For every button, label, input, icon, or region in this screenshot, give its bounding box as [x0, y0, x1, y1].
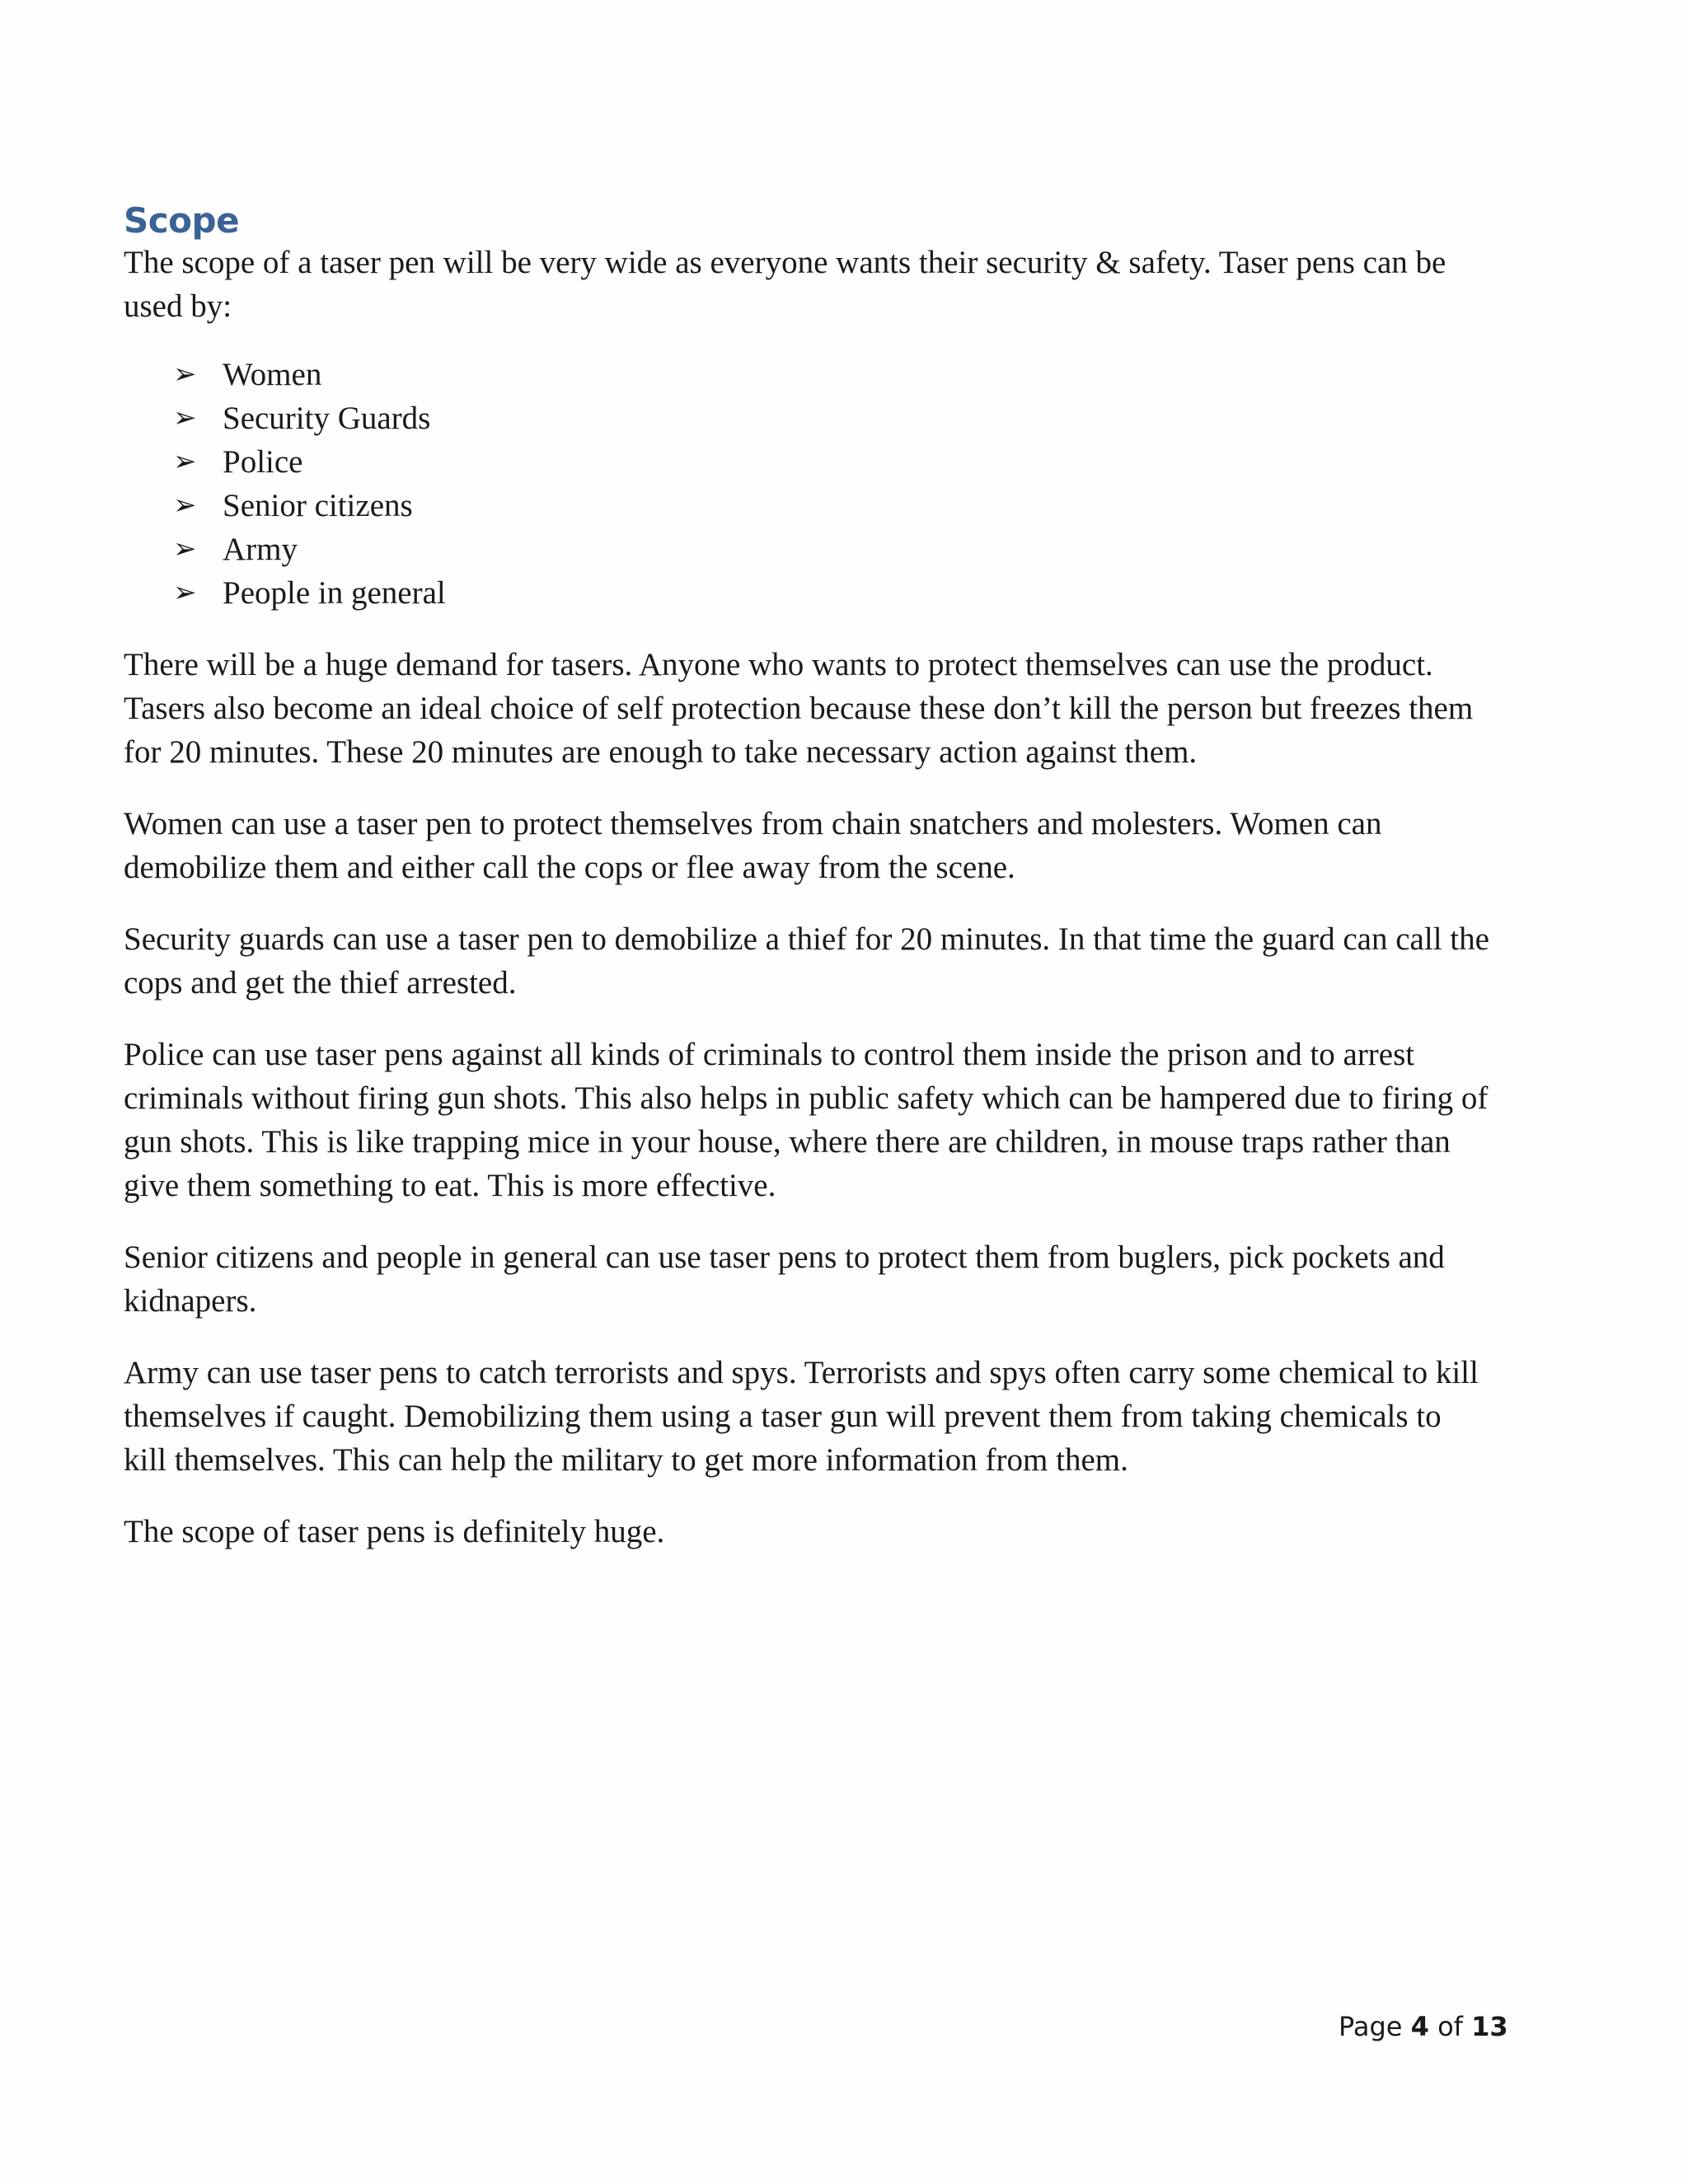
page-total: 13: [1471, 2011, 1508, 2042]
arrowhead-bullet-icon: ➢: [173, 445, 197, 478]
page-number: 4: [1410, 2011, 1429, 2042]
list-item-label: Security Guards: [223, 401, 431, 436]
arrowhead-bullet-icon: ➢: [173, 489, 197, 522]
arrowhead-bullet-icon: ➢: [173, 401, 197, 434]
army-paragraph: Army can use taser pens to catch terrorists and spys. Terrorists and spys often carry some chemical to kill themselves if caught. Demobilizing them using a taser gun will prevent them from taking chemicals to kill themselves. This can help the military to get more information from them.: [124, 1355, 1479, 1478]
arrowhead-bullet-icon: ➢: [173, 532, 197, 565]
list-item-label: People in general: [223, 575, 446, 611]
list-item: [173, 353, 1492, 396]
police-paragraph: Police can use taser pens against all kinds of criminals to control them inside the prison and to arrest criminals without firing gun shots. This also helps in public safety which can be hampered due to firing of gun shots. This is like trapping mice in your house, where there are children, in mouse traps rather than give them something to eat. This is more effective.: [124, 1037, 1489, 1203]
list-item: [173, 571, 1492, 615]
document-page: [124, 198, 1492, 1582]
women-paragraph: Women can use a taser pen to protect themselves from chain snatchers and molesters. Women can demobilize them and either call the cops or flee away from the scene.: [124, 806, 1382, 885]
list-item: [173, 527, 1492, 571]
audience-list: [124, 353, 1492, 615]
list-item-label: Senior citizens: [223, 488, 413, 523]
list-item-label: Women: [223, 357, 322, 392]
arrowhead-bullet-icon: ➢: [173, 576, 197, 609]
page-footer: [1339, 2011, 1508, 2042]
arrowhead-bullet-icon: ➢: [173, 358, 197, 391]
senior-citizens-paragraph: Senior citizens and people in general can use taser pens to protect them from buglers, pick pockets and kidnapers.: [124, 1240, 1445, 1319]
list-item: [173, 440, 1492, 484]
of-label: of: [1437, 2011, 1463, 2042]
intro-paragraph: The scope of a taser pen will be very wide as everyone wants their security & safety. Taser pens can be used by:: [124, 245, 1447, 324]
list-item: [173, 396, 1492, 440]
demand-paragraph: There will be a huge demand for tasers. Anyone who wants to protect themselves can use the product. Tasers also become an ideal choice of self protection because these don’t kill the person but freezes them for 20 minutes. These 20 minutes are enough to take necessary action against them.: [124, 647, 1474, 770]
conclusion-paragraph: The scope of taser pens is definitely huge.: [124, 1514, 665, 1549]
list-item: [173, 484, 1492, 527]
page-label: Page: [1339, 2011, 1403, 2042]
list-item-label: Police: [223, 444, 303, 480]
section-heading: Scope: [124, 200, 240, 241]
list-item-label: Army: [223, 532, 298, 567]
security-guards-paragraph: Security guards can use a taser pen to demobilize a thief for 20 minutes. In that time the guard can call the cops and get the thief arrested.: [124, 921, 1489, 1001]
